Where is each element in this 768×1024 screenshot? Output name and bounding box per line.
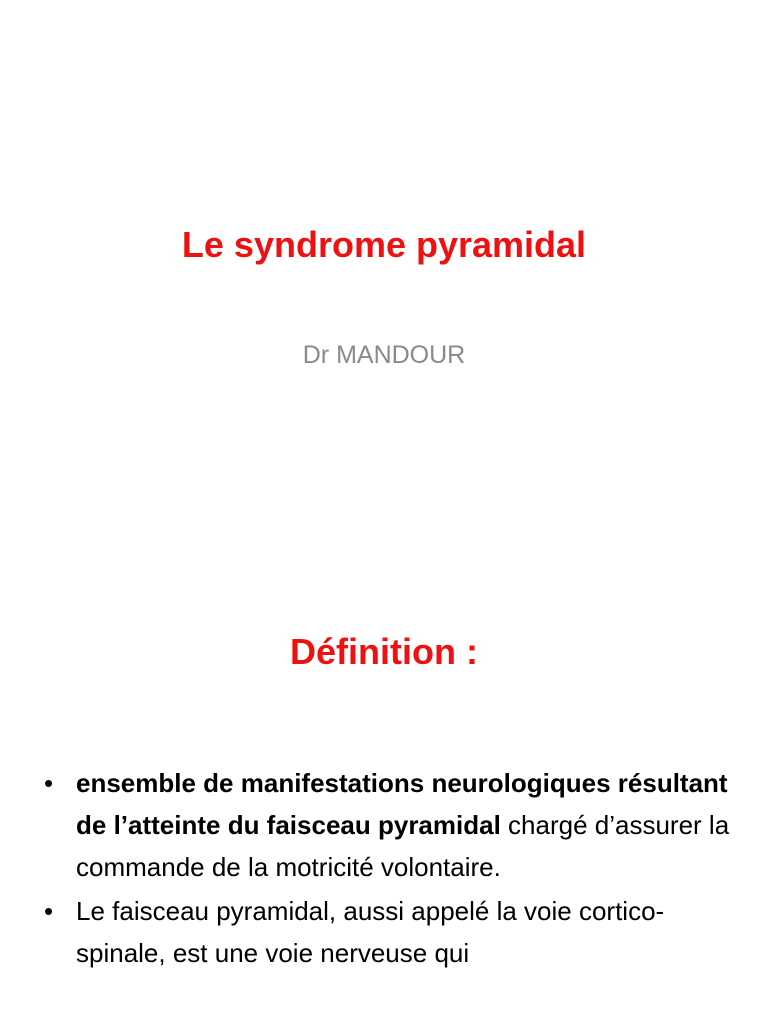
- bullet-text: Le faisceau pyramidal, aussi appelé la voie cortico-spinale, est une voie nerveuse qui: [76, 896, 665, 968]
- slide-title: Le syndrome pyramidal: [181, 224, 587, 265]
- bullet-icon: •: [44, 896, 54, 926]
- bullet-item: [42, 762, 742, 888]
- bullet-item: [42, 890, 742, 974]
- bullet-bold-text: ensemble de manifestations neurologiques résultant de l’atteinte du faisceau pyramidal: [76, 768, 728, 840]
- author-name: Dr MANDOUR: [302, 341, 466, 369]
- definition-heading: Définition :: [290, 631, 478, 672]
- bullet-icon: •: [44, 768, 54, 798]
- definition-bullet-list: [42, 762, 742, 976]
- bullet-text: chargé d’assurer la commande de la motricité volontaire.: [76, 810, 730, 882]
